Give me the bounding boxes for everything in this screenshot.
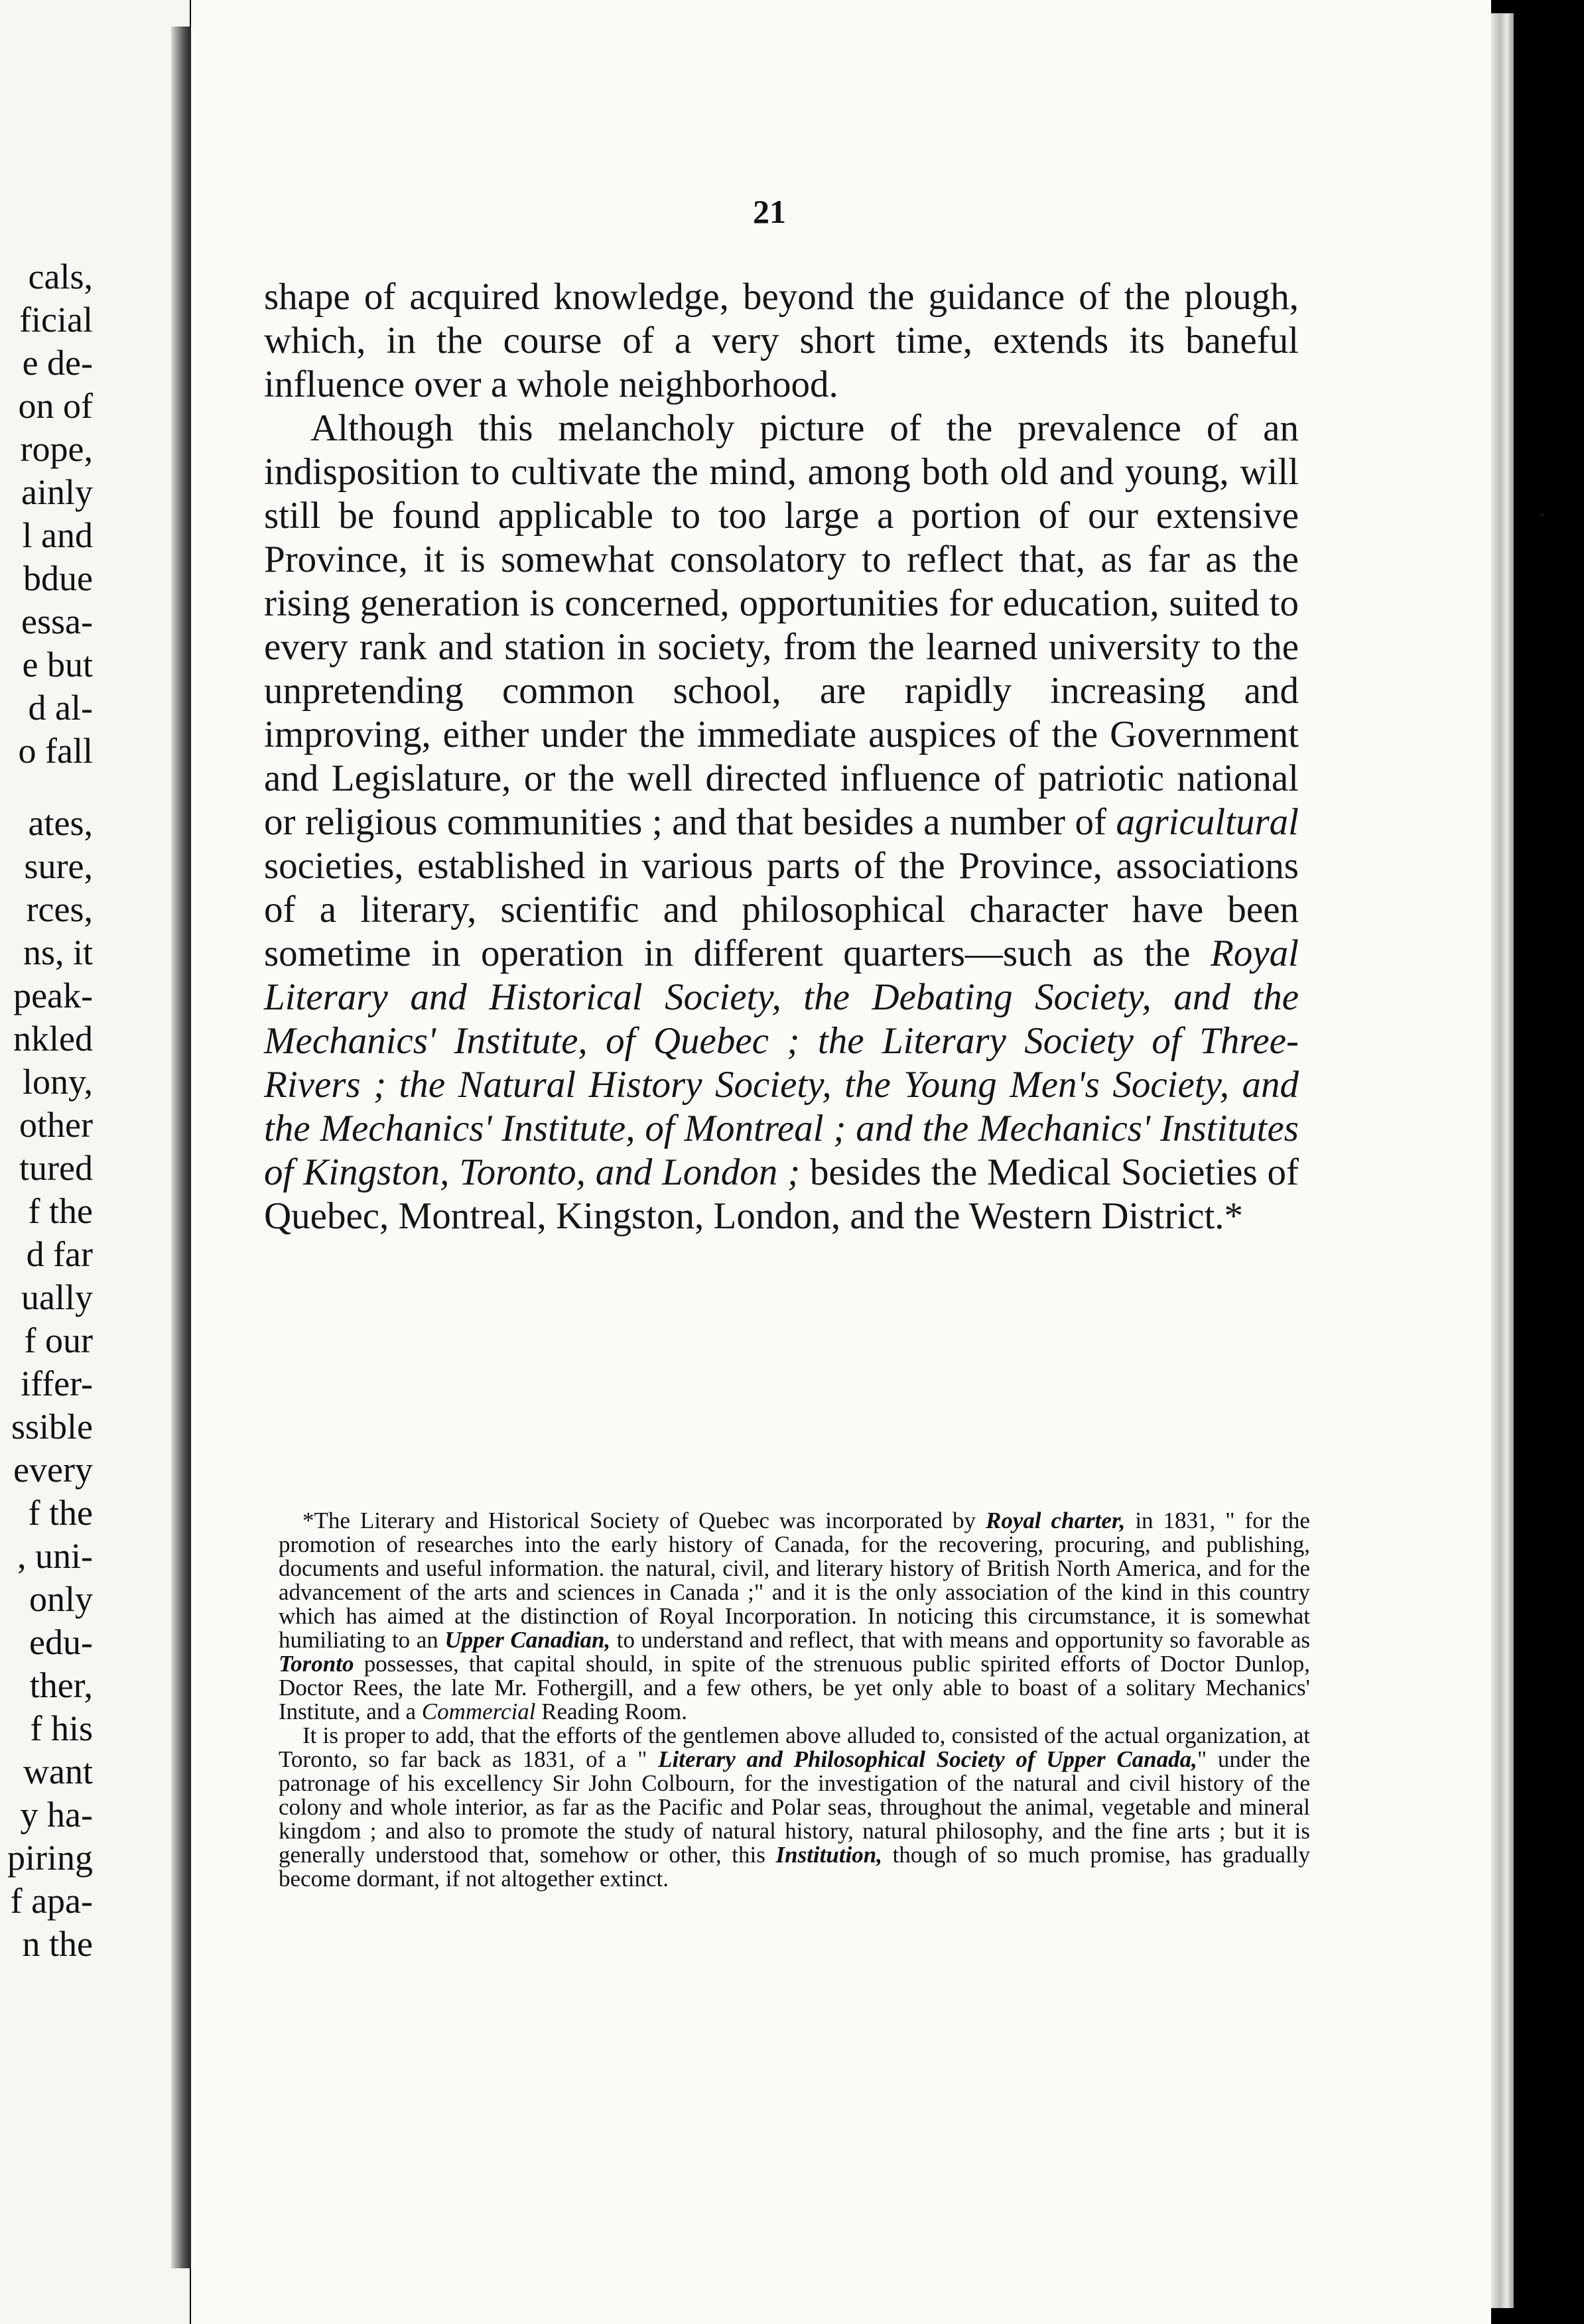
left-page-gap	[0, 773, 93, 802]
book-gutter	[171, 27, 191, 2268]
left-page-line: rces,	[26, 889, 93, 929]
paragraph-2-society-list: Royal Literary and Historical Society, the Debating Society, and the Mechanics' Institute, of Quebec ; the Literary Society of Three-Rivers ; the Natural History Society, the Young Men's Society, and the Mechanics' Institute, of Montreal ; and the Mechanics' Institutes of Kingston, Toronto, and London ;	[264, 933, 1299, 1193]
footnote-emphasis: Commercial	[421, 1699, 536, 1724]
left-page-line: n the	[22, 1924, 93, 1964]
left-page-line: f our	[24, 1321, 93, 1360]
footnote-emphasis: Upper Canadian,	[444, 1627, 611, 1653]
footnote-text: " under the patronage of his excellency Sir John Colbourn, for the investigation of the natural and civil history of the colony and whole interior, as far as the Pacific and Polar seas, throughout the animal, vegetable and mineral kingdom ; and also to promote the study of natural history, natural philosophy, and the fine arts ; but it is generally understood that, somehow or other, this	[279, 1746, 1310, 1868]
footnote-text: *The Literary and Historical Society of Quebec was incorporated by	[302, 1508, 986, 1533]
left-page-line: lony,	[23, 1062, 93, 1102]
left-page-line: e de-	[22, 343, 93, 383]
left-page-line: ssible	[11, 1407, 93, 1447]
left-page-line: f the	[28, 1493, 93, 1533]
left-page-line: tured	[19, 1148, 93, 1188]
footnote-text: to understand and reflect, that with means and opportunity so favorable as	[610, 1627, 1310, 1653]
paragraph-2-text-a: Although this melancholy picture of the prevalence of an indisposition to cultivate the mind, among both old and young, will still be found applicable to too large a portion of our extensive Province, it is somewhat consolatory to reflect that, as far as the rising generation is concerned, opportunities for education, suited to every rank and station in society, from the learned university to the unpretending common school, are rapidly increasing and improving, either under the immediate auspices of the Government and Legislature, or the well directed influence of patriotic national or religious communities ; and that besides a number of	[264, 407, 1299, 843]
scan-border	[1514, 0, 1584, 2324]
left-page-line: f his	[30, 1709, 93, 1748]
footnote-text: Reading Room.	[535, 1699, 687, 1724]
paragraph-2-italic-agricultural: agricultural	[1116, 801, 1299, 843]
left-page-line: l and	[22, 515, 93, 555]
left-page-line: , uni-	[17, 1536, 93, 1576]
left-page-line: bdue	[23, 558, 93, 598]
left-page-line: ainly	[21, 472, 93, 512]
left-page-line: essa-	[21, 602, 93, 641]
left-page-line: ther,	[29, 1665, 93, 1705]
left-page-line: piring	[7, 1838, 93, 1878]
left-page-line: e but	[22, 645, 93, 684]
paragraph-2-text-c: societies, established in various parts of the Province, associations of a literary, scientific and philosophical character have been sometime in operation in different quarters—such as the	[264, 845, 1299, 974]
footnote-paragraph-1	[279, 1509, 1310, 1724]
page-edge	[1491, 13, 1514, 2308]
footnote-text: though of so much promise, has gradually become dormant, if not altogether extinct.	[279, 1842, 1310, 1892]
left-page-line: d far	[26, 1234, 93, 1274]
footnote-text: It is proper to add, that the efforts of the gentlemen above alluded to, consisted of the actual organization, at Toronto, so far back as 1831, of a "	[279, 1722, 1310, 1772]
left-page-line: only	[29, 1579, 93, 1619]
left-page-line: every	[13, 1450, 93, 1490]
footnote-emphasis: Royal charter,	[986, 1508, 1126, 1533]
left-page-line: iffer-	[21, 1364, 93, 1403]
footnote	[279, 1509, 1310, 1891]
left-page-line: nkled	[13, 1019, 93, 1059]
body-text	[264, 275, 1299, 1238]
left-page-line: ates,	[28, 803, 93, 843]
page-number: 21	[753, 193, 786, 230]
footnote-text: possesses, that capital should, in spite of the strenuous public spirited efforts of Doctor Dunlop, Doctor Rees, the late Mr. Fothergill, and a few others, be yet only able to boast of a solitary Mechanics' Institute, and a	[279, 1651, 1310, 1724]
left-page-line: o fall	[18, 731, 93, 771]
footnote-emphasis: Institution,	[775, 1842, 883, 1868]
paragraph-2-text-e: besides the Medical Societies of Quebec, Montreal, Kingston, London, and the Western District.*	[264, 1151, 1299, 1237]
left-page-line: ually	[21, 1277, 93, 1317]
left-page-line: on of	[18, 386, 93, 426]
left-page-text	[0, 255, 93, 1966]
left-page-line: d al-	[28, 688, 93, 728]
left-page-line: cals,	[28, 257, 93, 296]
left-page-line: ns, it	[23, 933, 93, 972]
left-page-line: f the	[28, 1191, 93, 1231]
paragraph-2	[264, 407, 1299, 1238]
left-page-line: sure,	[24, 846, 93, 886]
left-facing-page	[0, 0, 190, 2324]
footnote-paragraph-2	[279, 1724, 1310, 1891]
left-page-line: rope,	[20, 429, 93, 469]
left-page-line: peak-	[13, 976, 93, 1015]
footnote-text: in 1831, " for the promotion of researches into the early history of Canada, for the recovering, procuring, and publishing, documents and useful information. the natural, civil, and literary history of British North America, and for the advancement of the arts and sciences in Canada ;" and it is the only association of the kind in this country which has aimed at the distinction of Royal Incorporation. In noticing this circumstance, it is somewhat humiliating to an	[279, 1508, 1310, 1653]
left-page-line: f apa-	[10, 1881, 93, 1921]
margin-mark: ·	[1539, 504, 1546, 526]
left-page-line: y ha-	[20, 1795, 93, 1835]
left-page-line: ficial	[19, 300, 93, 340]
footnote-emphasis: Toronto	[279, 1651, 354, 1677]
left-page-line: other	[19, 1105, 93, 1145]
paragraph-1: shape of acquired knowledge, beyond the guidance of the plough, which, in the course of a very short time, extends its baneful influence over a whole neighborhood.	[264, 276, 1299, 405]
footnote-emphasis: Literary and Philosophical Society of Upper Canada,	[658, 1746, 1197, 1772]
left-page-line: edu-	[29, 1622, 93, 1662]
left-page-line: want	[23, 1752, 93, 1791]
